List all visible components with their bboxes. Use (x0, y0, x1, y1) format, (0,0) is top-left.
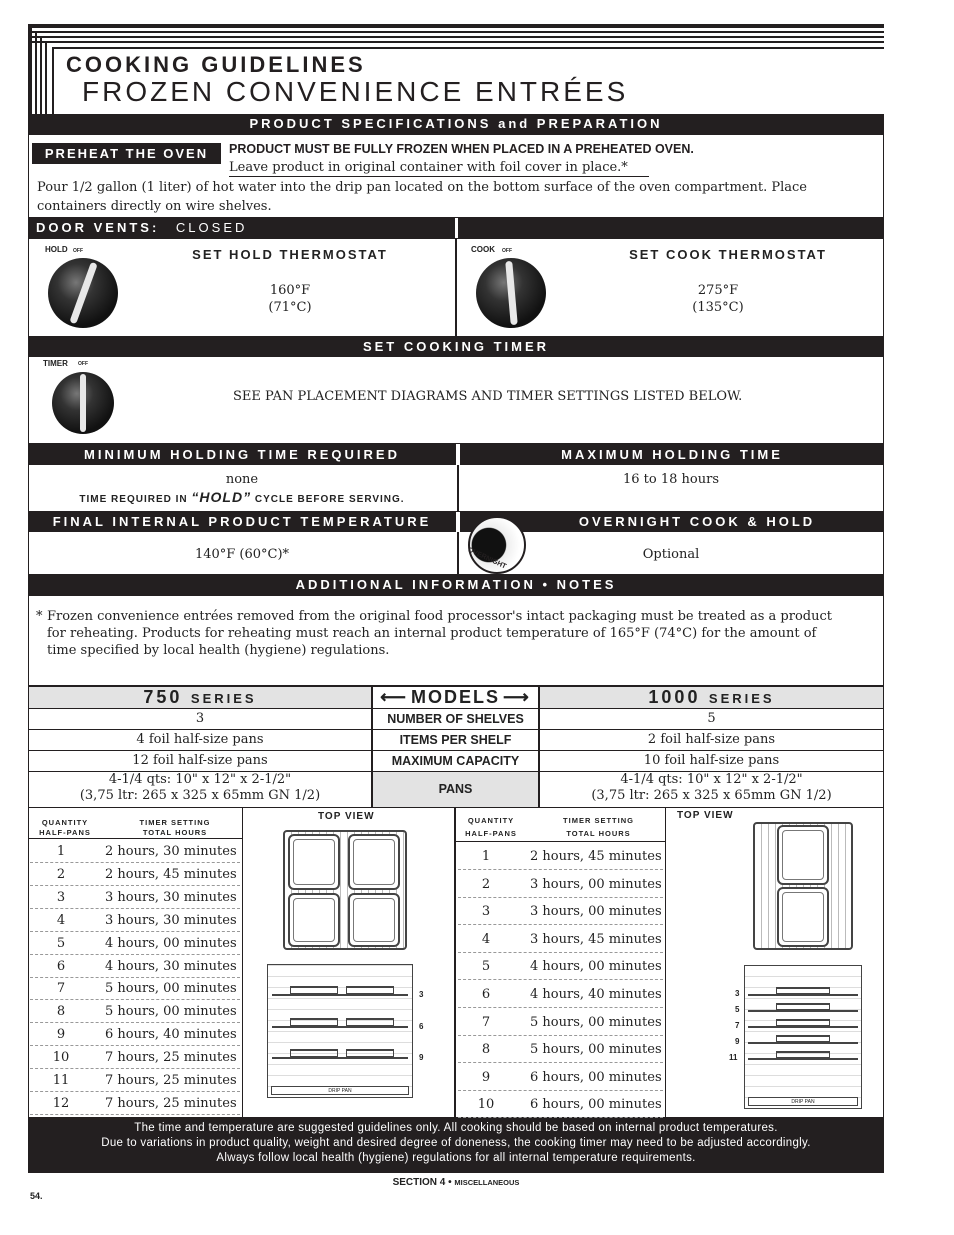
header-stripe (28, 41, 884, 43)
quantity-cell: 10 (477, 1097, 495, 1113)
t1000-shelf-pan (776, 1003, 830, 1010)
models-750-cell: 3 (28, 709, 372, 730)
table-row (458, 898, 663, 925)
header-stripe (45, 41, 47, 114)
t1000-shelf-label: 9 (735, 1037, 740, 1046)
final-temp-bar: FINAL INTERNAL PRODUCT TEMPERATURE (28, 512, 456, 532)
t1000-shelf-pan (776, 987, 830, 994)
models-750-cell (28, 772, 372, 808)
section-name: MISCELLANEOUS (454, 1178, 520, 1187)
timer-cell: 7 hours, 25 minutes (105, 1073, 237, 1088)
cook-dial-label: COOK (471, 245, 495, 254)
table-row (30, 1001, 240, 1023)
table-row (458, 1091, 663, 1118)
quantity-cell: 3 (56, 889, 66, 905)
timer-cell: 3 hours, 30 minutes (105, 912, 237, 928)
quantity-cell: 5 (481, 959, 491, 975)
timer-cell: 3 hours, 00 minutes (530, 876, 662, 892)
models-750-cell: 4 foil half-size pans (28, 730, 372, 751)
min-holding-note-c: CYCLE BEFORE SERVING. (251, 494, 405, 505)
table-row (30, 933, 240, 955)
max-holding-value: 16 to 18 hours (623, 472, 719, 487)
models-1000-pans-line: 4-1/4 qts: 10" x 12" x 2-1/2" (620, 772, 803, 787)
door-vents-value: CLOSED (175, 220, 248, 235)
timer-cell: 4 hours, 40 minutes (530, 987, 662, 1002)
cook-dial-off: OFF (502, 248, 512, 254)
timer-cell: 2 hours, 30 minutes (105, 844, 237, 859)
t750-shelf-3 (272, 994, 408, 996)
models-750-pans-line: 4-1/4 qts: 10" x 12" x 2-1/2" (108, 772, 292, 787)
header-stripe (28, 24, 884, 28)
table-750-inner-border (242, 808, 243, 1118)
quantity-cell: 1 (56, 844, 66, 859)
table-row (30, 887, 240, 909)
table-row (458, 1036, 663, 1063)
notes-line-2: for reheating. Products for reheating must reach an internal product temperature of 165°F (74°C) for the amount of (47, 626, 817, 641)
table-row (458, 871, 663, 898)
hold-temp-f: 160°F (269, 283, 311, 298)
t1000-header-timer (532, 814, 665, 840)
quantity-cell: 8 (481, 1042, 491, 1058)
t750-shelf-pan (346, 1049, 394, 1057)
quantity-cell: 10 (52, 1050, 70, 1066)
min-holding-note-a: TIME REQUIRED IN (79, 494, 192, 505)
max-holding-bar: MAXIMUM HOLDING TIME (460, 444, 884, 465)
table-row (458, 926, 663, 953)
quantity-cell: 1 (481, 849, 491, 864)
models-label: MODELS (410, 687, 500, 707)
specs-bar: PRODUCT SPECIFICATIONS and PREPARATION (28, 114, 884, 135)
quantity-cell: 3 (481, 904, 491, 920)
timer-cell: 4 hours, 00 minutes (530, 959, 662, 975)
footer-note (28, 1118, 884, 1173)
notes-bar: ADDITIONAL INFORMATION • NOTES (28, 575, 884, 596)
timer-cell: 6 hours, 00 minutes (530, 1097, 662, 1113)
quantity-cell: 8 (56, 1004, 66, 1020)
min-holding-value: none (225, 472, 259, 487)
t1000-shelf (748, 1026, 858, 1028)
table-row (458, 1064, 663, 1091)
preheat-label: PREHEAT THE OVEN (32, 143, 221, 164)
min-holding-note (28, 489, 456, 505)
series-1000-word: SERIES (708, 691, 775, 706)
quantity-cell: 12 (52, 1095, 70, 1111)
table-1000-inner-border (665, 808, 666, 1118)
series-1000-header (539, 686, 884, 709)
timer-cell: 5 hours, 00 minutes (105, 1004, 237, 1020)
table-row (30, 1070, 240, 1092)
section-footer (28, 1177, 884, 1188)
models-row-label: NUMBER OF SHELVES (372, 709, 539, 730)
table-row (458, 843, 663, 870)
cook-dial-icon (476, 258, 546, 328)
table-row (30, 910, 240, 932)
t750-top-view-label: TOP VIEW (318, 811, 375, 822)
t1000-top-view-label: TOP VIEW (677, 810, 734, 821)
section-heading: COOKING GUIDELINES (66, 52, 366, 77)
table-row (30, 864, 240, 886)
t750-shelf-pan (290, 986, 338, 994)
t750-shelf-pan (346, 1018, 394, 1026)
t750-pan-1 (288, 834, 340, 890)
t1000-drip-pan: DRIP PAN (748, 1097, 858, 1106)
t1000-shelf-label: 3 (735, 989, 740, 998)
t750-header-qty-2: HALF-PANS (39, 828, 91, 837)
timer-bar: SET COOKING TIMER (28, 337, 884, 357)
container-note: Leave product in original container with foil cover in place.* (229, 160, 649, 177)
header-stripe (28, 36, 884, 38)
t1000-pan-2 (777, 887, 829, 947)
quantity-cell: 6 (481, 987, 491, 1002)
overnight-bar: OVERNIGHT COOK & HOLD (460, 512, 884, 532)
t1000-header-qty-1: QUANTITY (467, 816, 515, 825)
t1000-shelf (748, 1058, 858, 1060)
models-1000-cell: 5 (539, 709, 884, 730)
models-1000-cell: 10 foil half-size pans (539, 751, 884, 772)
t1000-header-line (456, 841, 665, 842)
t1000-shelf-label: 7 (735, 1021, 740, 1030)
final-temp-value: 140°F (60°C)* (194, 547, 290, 562)
notes-line-3: time specified by local health (hygiene) regulations. (47, 643, 390, 658)
t1000-header-qty (456, 814, 526, 840)
quantity-cell: 5 (56, 935, 66, 951)
quantity-cell: 9 (56, 1027, 66, 1043)
quantity-cell: 7 (481, 1014, 491, 1030)
t750-pan-4 (348, 893, 400, 947)
quantity-cell: 2 (481, 876, 491, 892)
t1000-shelf-label: 5 (735, 1005, 740, 1014)
door-vents-bar (28, 218, 455, 238)
t750-shelf-label-9: 9 (419, 1053, 424, 1062)
quantity-cell: 2 (56, 866, 66, 882)
header-stripe (52, 47, 54, 114)
timer-note: SEE PAN PLACEMENT DIAGRAMS AND TIMER SETTINGS LISTED BELOW. (233, 389, 743, 404)
timer-dial-icon (52, 372, 114, 434)
table-row (30, 1024, 240, 1046)
timer-cell: 5 hours, 00 minutes (530, 1014, 662, 1030)
t1000-shelf (748, 1042, 858, 1044)
t750-rack-side-view (267, 964, 413, 1098)
page-title: FROZEN CONVENIENCE ENTRÉES (82, 76, 629, 107)
t750-shelf-9 (272, 1057, 408, 1059)
t1000-shelf (748, 994, 858, 996)
table-row (30, 841, 240, 863)
timer-cell: 5 hours, 00 minutes (530, 1042, 662, 1058)
page-number: 54. (30, 1191, 43, 1201)
t750-shelf-pan (290, 1049, 338, 1057)
t1000-header-timer-1: TIMER SETTING (563, 816, 634, 825)
t1000-shelf-label: 11 (729, 1053, 738, 1062)
header-stripe (28, 31, 884, 33)
series-1000-number: 1000 (648, 687, 701, 707)
timer-dial-off: OFF (78, 361, 88, 367)
t1000-shelf-pan (776, 1035, 830, 1042)
t1000-shelf (748, 1010, 858, 1012)
series-750-header (28, 686, 372, 709)
timer-cell: 3 hours, 30 minutes (105, 889, 237, 905)
quantity-cell: 6 (56, 958, 66, 974)
t750-shelf-label-3: 3 (419, 990, 424, 999)
quantity-cell: 11 (52, 1073, 70, 1088)
series-750-word: SERIES (190, 691, 257, 706)
hold-temp-c: (71°C) (268, 300, 312, 315)
t750-pan-2 (348, 834, 400, 890)
table-row (458, 953, 663, 980)
models-1000-pans-line: (3,75 ltr: 265 x 325 x 65mm GN 1/2) (591, 788, 832, 803)
timer-cell: 7 hours, 25 minutes (105, 1095, 237, 1111)
cook-temp-f: 275°F (697, 283, 739, 298)
models-750-pans-line: (3,75 ltr: 265 x 325 x 65mm GN 1/2) (79, 788, 321, 803)
models-750-cell: 12 foil half-size pans (28, 751, 372, 772)
t1000-header-timer-2: TOTAL HOURS (566, 829, 631, 838)
t750-pan-3 (288, 893, 340, 947)
t750-header-timer-2: TOTAL HOURS (142, 828, 208, 837)
models-1000-cell (539, 772, 884, 808)
min-holding-bar: MINIMUM HOLDING TIME REQUIRED (28, 444, 456, 465)
door-vents-label: DOOR VENTS: (36, 220, 160, 235)
timer-cell: 7 hours, 25 minutes (105, 1050, 237, 1066)
timer-cell: 2 hours, 45 minutes (105, 866, 237, 882)
arrow-right-icon: ⟶ (503, 687, 531, 707)
min-holding-note-hold: “HOLD” (191, 489, 252, 505)
timer-cell: 5 hours, 00 minutes (105, 981, 237, 997)
table-row (458, 981, 663, 1008)
timer-cell: 2 hours, 45 minutes (530, 849, 662, 864)
t750-shelf-6 (272, 1026, 408, 1028)
quantity-cell: 7 (56, 981, 66, 997)
t750-shelf-pan (290, 1018, 338, 1026)
header-stripe (28, 24, 32, 114)
footer-note-line-3: Always follow local health (hygiene) regulations for all internal temperature requirements. (216, 1152, 696, 1164)
footer-note-line-1: The time and temperature are suggested guidelines only. All cooking should be based on internal product temperatures. (134, 1122, 778, 1134)
timer-cell: 3 hours, 00 minutes (530, 904, 662, 920)
quantity-cell: 9 (481, 1069, 491, 1085)
hold-dial-label: HOLD (45, 245, 68, 254)
header-stripe (52, 47, 884, 49)
models-row-label: ITEMS PER SHELF (372, 730, 539, 751)
t750-header-qty (30, 818, 100, 838)
timer-cell: 4 hours, 00 minutes (105, 935, 237, 951)
timer-cell: 6 hours, 40 minutes (105, 1027, 237, 1043)
timer-cell: 4 hours, 30 minutes (105, 958, 237, 974)
series-750-number: 750 (143, 687, 183, 707)
t750-header-timer (110, 818, 240, 838)
section-label: SECTION 4 • (392, 1177, 455, 1188)
arrow-left-icon: ⟵ (380, 687, 408, 707)
timer-cell: 3 hours, 45 minutes (530, 931, 662, 947)
t1000-shelf-pan (776, 1051, 830, 1058)
water-note: Pour 1/2 gallon (1 liter) of hot water into the drip pan located on the bottom surface of the oven compartment. Place containers directly on wire shelves. (37, 180, 807, 214)
hold-dial-icon (48, 258, 118, 328)
footer-note-line-2: Due to variations in product quality, weight and desired degree of doneness, the cooking timer may need to be adjusted accordingly. (101, 1137, 811, 1149)
t1000-pan-1 (777, 825, 829, 885)
door-vents-bar-right (458, 218, 884, 238)
overnight-logo-text: OVERNIGHT (466, 546, 508, 571)
hold-dial-off: OFF (73, 248, 83, 254)
overnight-value: Optional (642, 547, 700, 562)
t750-shelf-pan (346, 986, 394, 994)
models-1000-cell: 2 foil half-size pans (539, 730, 884, 751)
notes-line-1: Frozen convenience entrées removed from the original food processor's intact packaging must be treated as a product (47, 609, 832, 624)
t750-shelf-label-6: 6 (419, 1022, 424, 1031)
t1000-shelf-pan (776, 1019, 830, 1026)
t750-header-qty-1: QUANTITY (41, 818, 89, 827)
table-row (30, 1093, 240, 1115)
table-row (30, 978, 240, 1000)
quantity-cell: 4 (481, 931, 491, 947)
header-stripe (35, 31, 37, 114)
notes-star: * (36, 609, 43, 624)
table-row (30, 956, 240, 978)
models-row-label: MAXIMUM CAPACITY (372, 751, 539, 772)
table-row (30, 1047, 240, 1069)
header-stripe (40, 36, 42, 114)
cook-thermostat-title: SET COOK THERMOSTAT (629, 247, 827, 262)
models-row-label: PANS (372, 772, 539, 808)
t750-header-line (28, 838, 242, 839)
t750-drip-pan: DRIP PAN (271, 1086, 409, 1095)
table-row (458, 1009, 663, 1036)
models-header (372, 686, 539, 709)
quantity-cell: 4 (56, 912, 66, 928)
timer-dial-label: TIMER (43, 359, 68, 368)
frozen-note: PRODUCT MUST BE FULLY FROZEN WHEN PLACED IN A PREHEATED OVEN. (229, 142, 694, 156)
t1000-header-qty-2: HALF-PANS (465, 829, 517, 838)
t750-header-timer-1: TIMER SETTING (139, 818, 211, 827)
timer-cell: 6 hours, 00 minutes (530, 1069, 662, 1085)
cook-temp-c: (135°C) (692, 300, 744, 315)
hold-thermostat-title: SET HOLD THERMOSTAT (192, 247, 388, 262)
